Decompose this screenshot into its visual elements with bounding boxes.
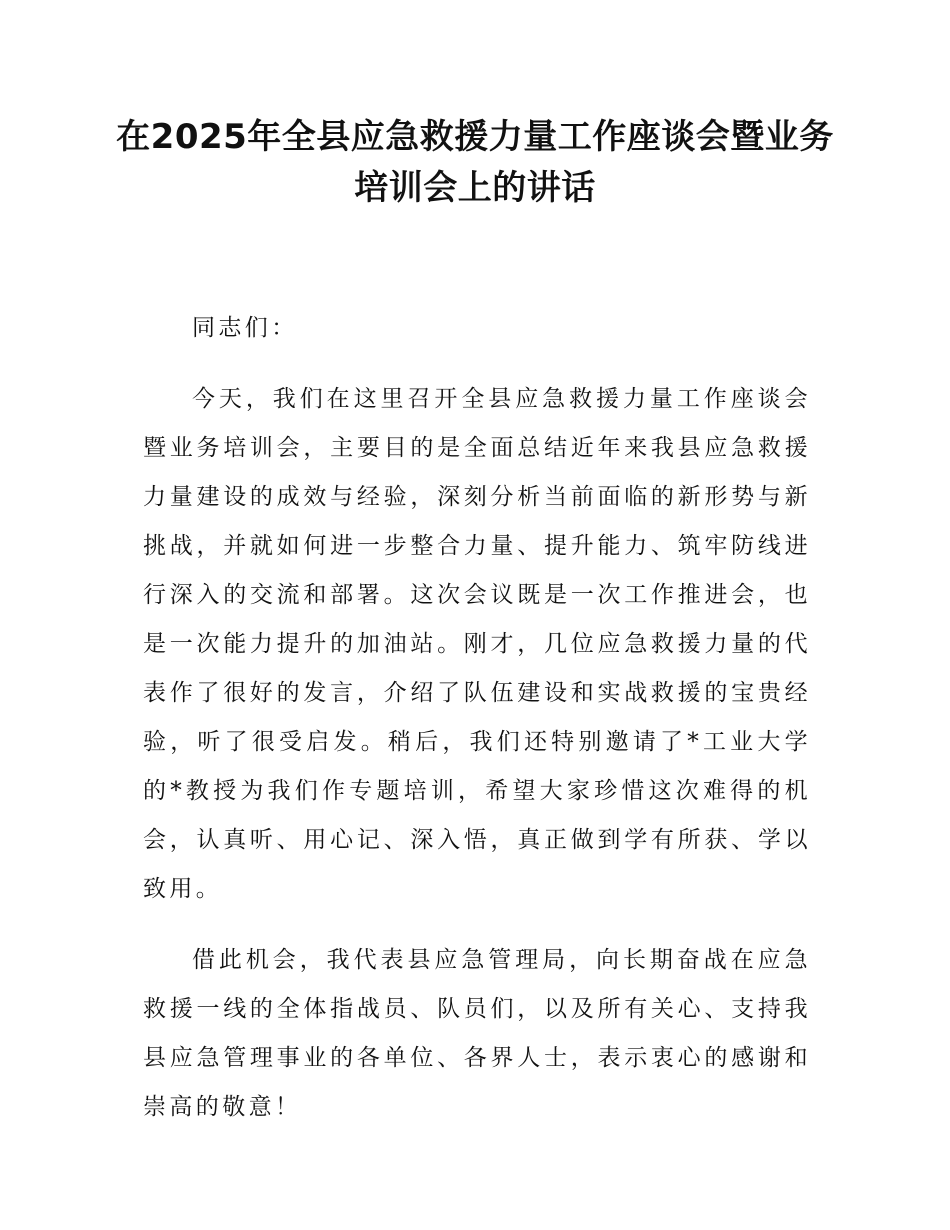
document-body xyxy=(143,304,811,1154)
paragraph: 借此机会，我代表县应急管理局，向长期奋战在应急救援一线的全体指战员、队员们，以及所有关心、支持我县应急管理事业的各单位、各界人士，表示衷心的感谢和崇高的敬意！ xyxy=(143,947,811,1120)
paragraph: 今天，我们在这里召开全县应急救援力量工作座谈会暨业务培训会，主要目的是全面总结近年来我县应急救援力量建设的成效与经验，深刻分析当前面临的新形势与新挑战，并就如何进一步整合力量、提升能力、筑牢防线进行深入的交流和部署。这次会议既是一次工作推进会，也是一次能力提升的加油站。刚才，几位应急救援力量的代表作了很好的发言，介绍了队伍建设和实战救援的宝贵经验，听了很受启发。稍后，我们还特别邀请了*工业大学的*教授为我们作专题培训，希望大家珍惜这次难得的机会，认真听、用心记、深入悟，真正做到学有所获、学以致用。 xyxy=(143,386,811,902)
page-title: 在2025年全县应急救援力量工作座谈会暨业务培训会上的讲话 xyxy=(116,117,834,208)
greeting: 同志们： xyxy=(192,315,298,341)
